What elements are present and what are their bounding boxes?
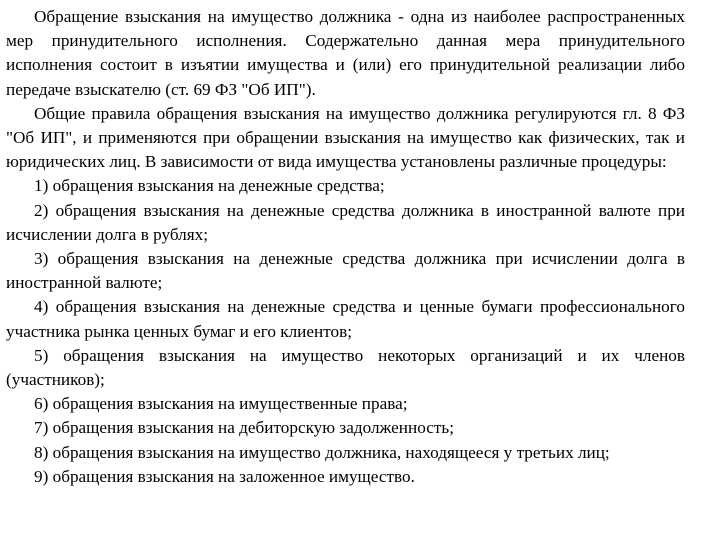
list-item: 4) обращения взыскания на денежные средства и ценные бумаги профессионального участника рынка ценных бумаг и его клиентов; [6,297,685,341]
list-item: 7) обращения взыскания на дебиторскую задолженность; [34,418,454,438]
rules-paragraph: Общие правила обращения взыскания на имущество должника регулируются гл. 8 ФЗ "Об ИП", и применяются при обращении взыскания на имущество как физических, так и юридических лиц. В зависимости от вида имущества установлены различные процедуры: [6,103,685,172]
list-item: 6) обращения взыскания на имущественные права; [34,394,408,414]
list-item: 8) обращения взыскания на имущество должника, находящееся у третьих лиц; [34,442,610,462]
intro-paragraph: Обращение взыскания на имущество должника - одна из наиболее распространенных мер принудительного исполнения. Содержательно данная мера принудительного исполнения состоит в изъятии имущества и (или) его принудительной реализации либо передаче взыскателю (ст. 69 ФЗ "Об ИП"). [6,7,685,99]
document-body [6,5,685,489]
list-item: 1) обращения взыскания на денежные средства; [34,176,385,196]
list-item: 9) обращения взыскания на заложенное имущество. [34,466,415,486]
list-item: 5) обращения взыскания на имущество некоторых организаций и их членов (участников); [6,345,685,390]
list-item: 2) обращения взыскания на денежные средства должника в иностранной валюте при исчислении долга в рублях; [6,200,685,244]
list-item: 3) обращения взыскания на денежные средства должника при исчислении долга в иностранной валюте; [6,249,685,293]
